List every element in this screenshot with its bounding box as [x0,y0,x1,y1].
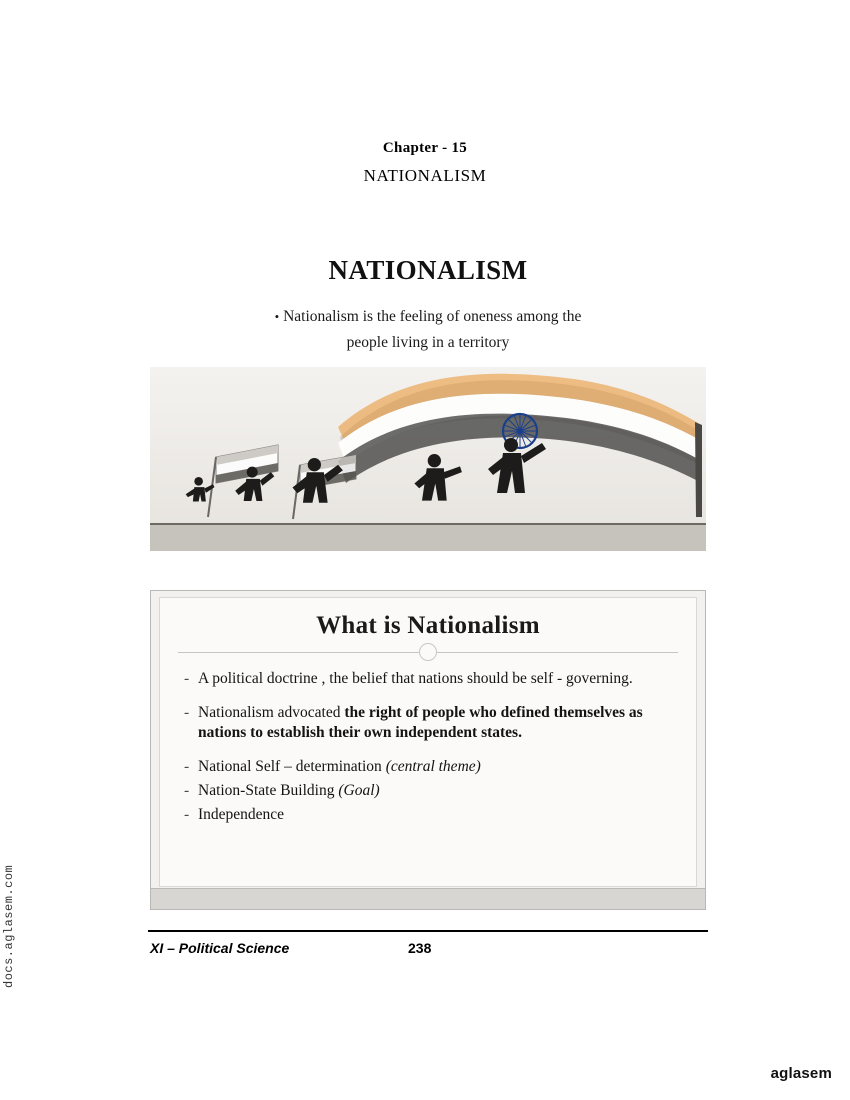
list-item-text-italic: (central theme) [385,758,481,775]
photo-illustration [150,367,706,551]
dash-bullet-icon: - [184,782,190,799]
slide-two-footer-bar [151,888,705,909]
what-is-nationalism-slide [150,590,706,910]
slide-one-title: NATIONALISM [328,255,528,285]
dash-bullet-icon: - [184,758,190,775]
slide-one-bullet-line1: Nationalism is the feeling of oneness among the [283,308,582,325]
list-item-text: A political doctrine , the belief that nations should be self - governing. [198,670,633,687]
chapter-title: NATIONALISM [363,166,487,185]
list-item [184,781,674,801]
dash-bullet-icon: - [184,704,190,721]
list-item-text-bold: the right of people who defined themselves as nations to establish their own independent states. [198,704,643,741]
slide-two-divider [178,652,678,653]
brand-watermark: aglasem [770,1065,832,1082]
slide-one-bullet-line2: people living in a territory [346,334,510,351]
list-item-text-italic: (Goal) [338,782,380,799]
list-item-text: Independence [198,806,285,823]
list-item-text-plain: Nationalism advocated [198,704,345,721]
list-item-text [198,757,674,777]
footer-subject: XI – Political Science [150,940,290,956]
footer-page-number: 238 [408,940,432,956]
slide-two-list [184,669,674,825]
list-item [184,669,674,689]
list-item-text [198,781,674,801]
chapter-header [0,140,850,186]
list-item-text-plain: National Self – determination [198,758,386,775]
bullet-dot-icon: • [274,309,280,324]
dash-bullet-icon: - [184,806,190,823]
list-item [184,757,674,777]
list-item-text-plain: Nation-State Building [198,782,339,799]
list-item [184,805,674,825]
slide-one-bullet [150,304,706,356]
side-watermark: docs.aglasem.com [2,864,16,988]
slide-two-title: What is Nationalism [316,612,540,639]
list-item [184,703,674,743]
nationalism-photo [150,367,706,551]
list-item-text [198,703,674,743]
chapter-label: Chapter - 15 [382,140,468,156]
footer-divider [148,930,708,932]
dash-bullet-icon: - [184,670,190,687]
slide-one [150,255,706,356]
slide-two-content [159,597,697,887]
